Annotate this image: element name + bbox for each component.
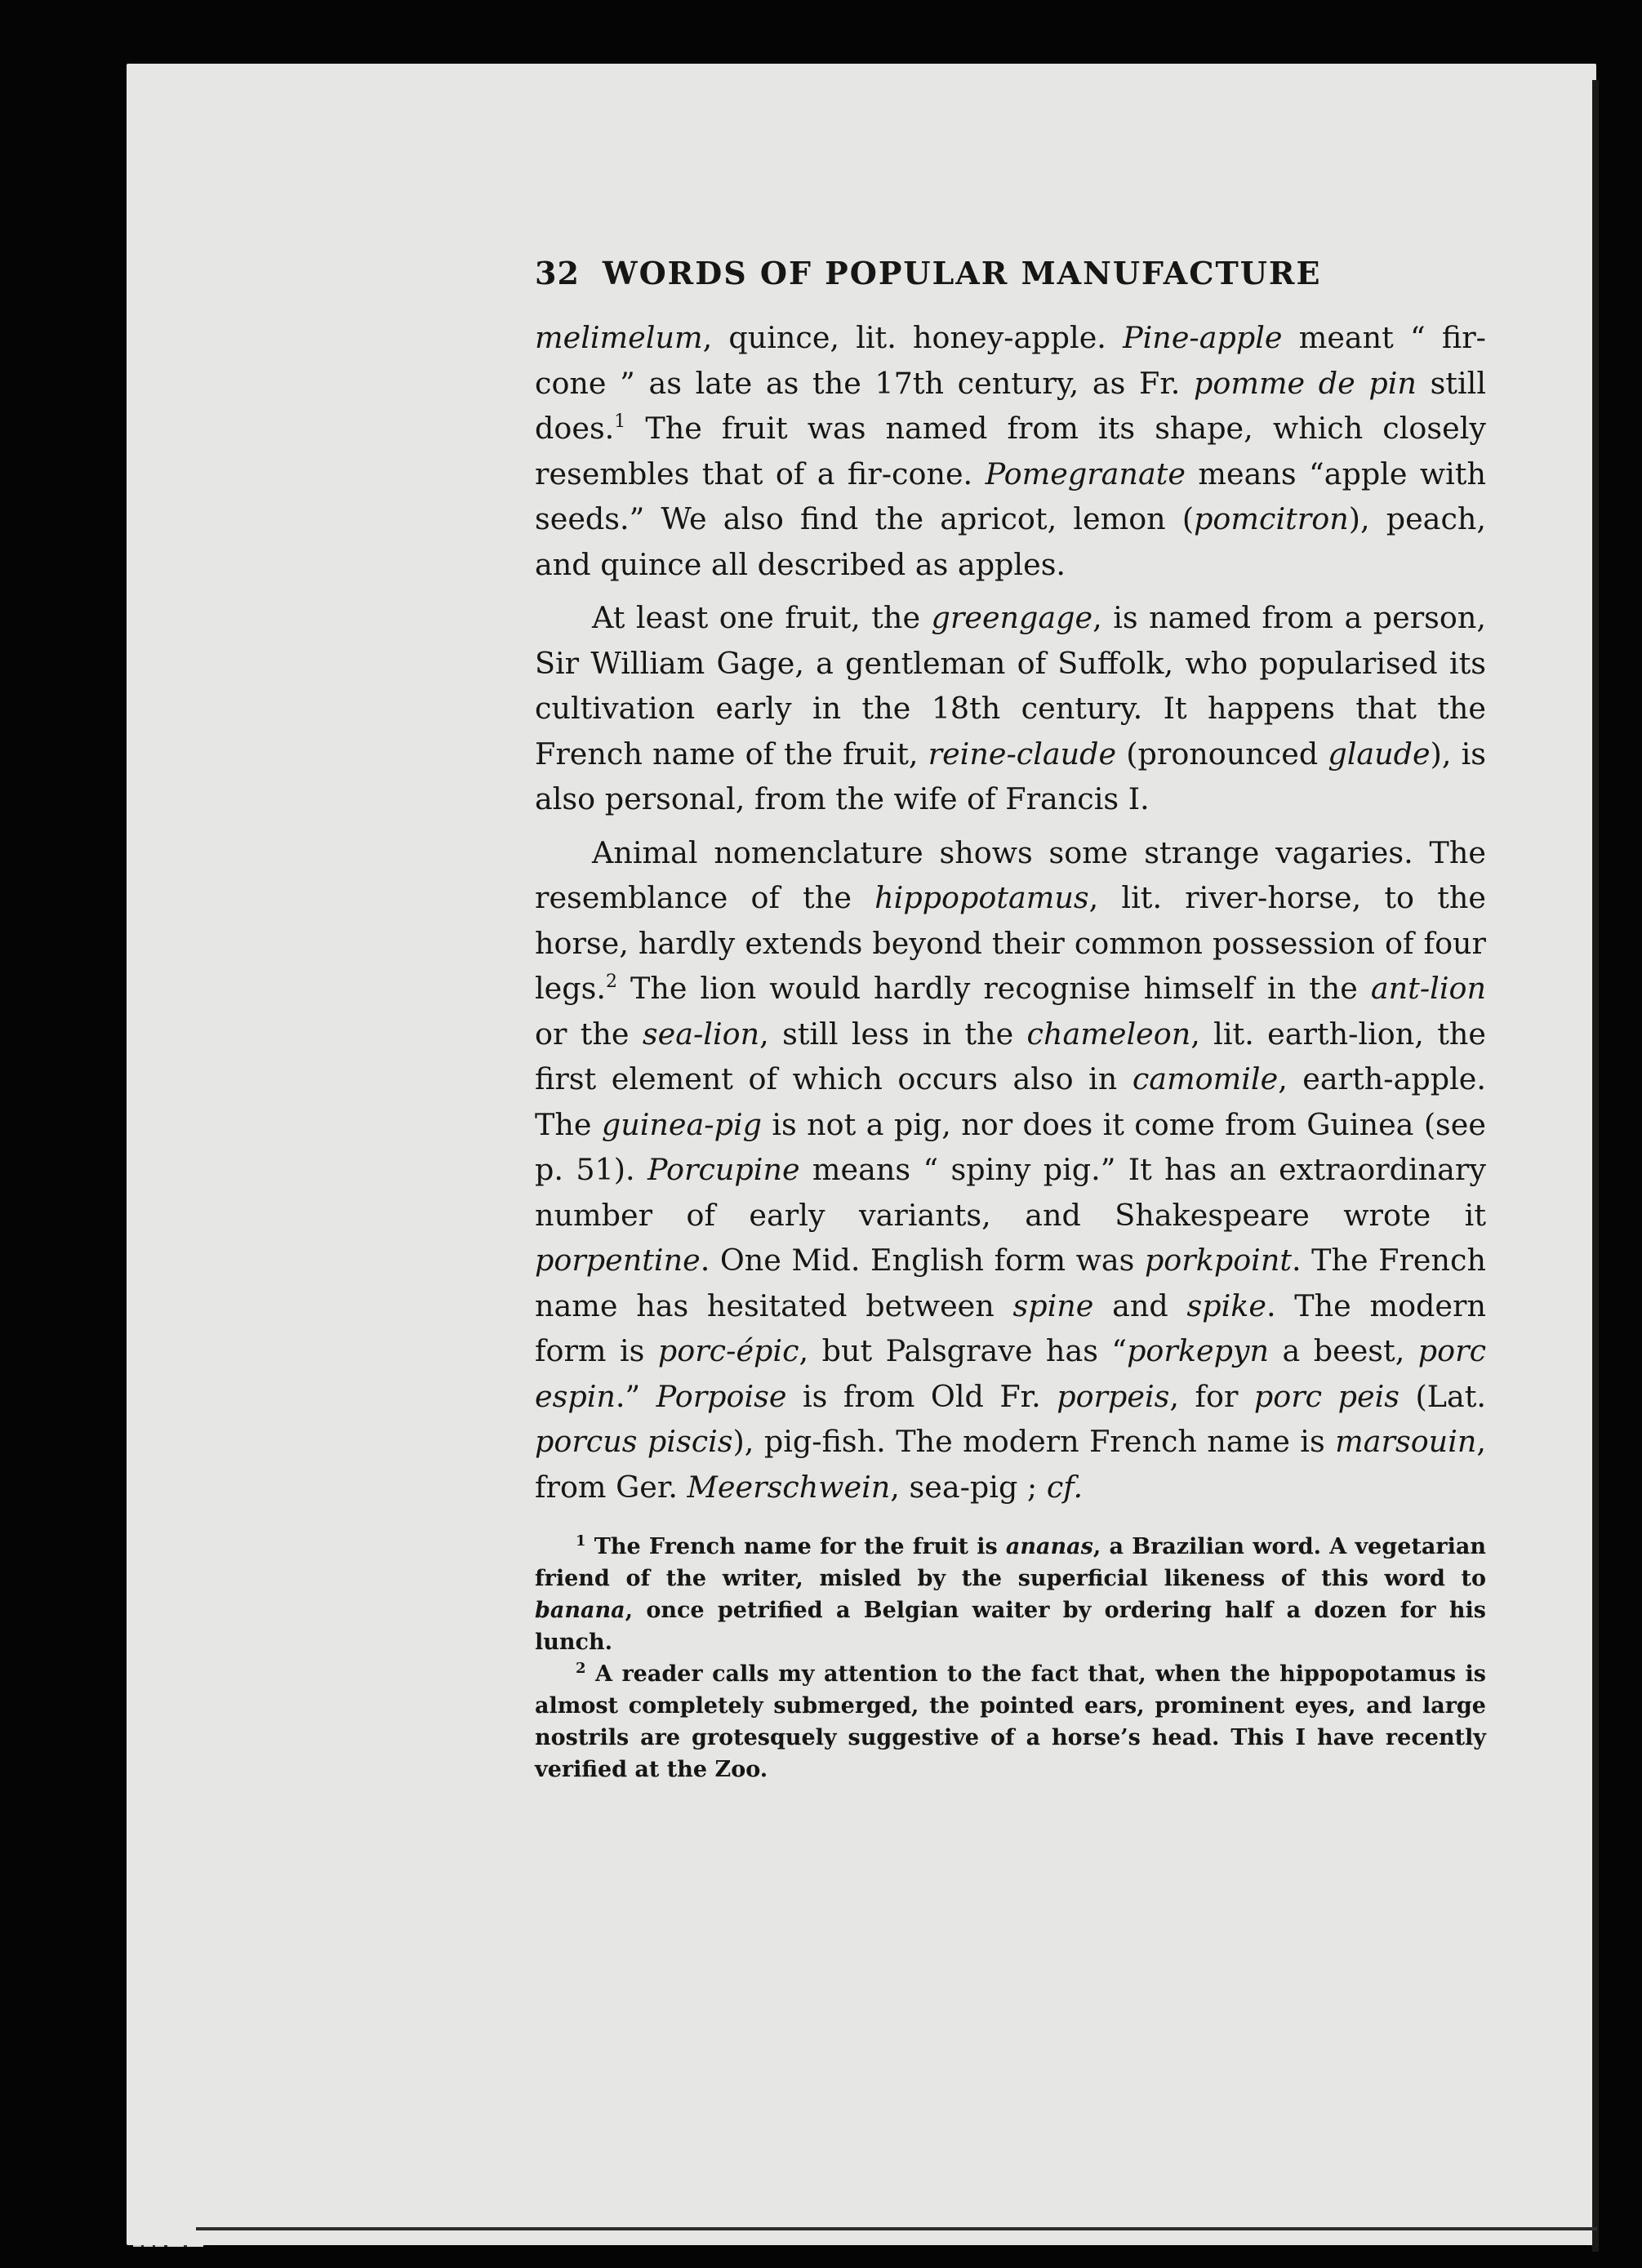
italic-term: banana [535, 1598, 625, 1623]
text-run: ), peach, and quince all described as apples. [535, 501, 1486, 582]
footnote-marker: 2 [605, 972, 617, 992]
italic-term: Pine-apple [1123, 320, 1283, 355]
text-run: meant “ fir-cone ” as late as the 17th century, as Fr. [535, 320, 1486, 401]
running-head [535, 255, 1486, 312]
italic-term: porkpoint [1144, 1243, 1293, 1278]
italic-term: glaude [1328, 736, 1431, 772]
footnote [535, 1531, 1486, 1658]
italic-term: greengage [931, 600, 1093, 635]
text-run: The French name for the fruit is [585, 1534, 1006, 1559]
page-number: 32 [535, 255, 580, 291]
italic-term: porc espin [535, 1333, 1487, 1414]
italic-term: spike [1186, 1287, 1266, 1323]
italic-term: Pomegranate [985, 456, 1186, 491]
text-run: A reader calls my attention to the fact that, when the hippopotamus is almost completely submerged, the pointed ears, prominent eyes, and large nostrils are grotesquely suggestive of a horse’s head. This I have recently verified at the Zoo. [535, 1661, 1486, 1782]
text-run: , still less in the [759, 1016, 1027, 1052]
italic-term: chameleon [1026, 1016, 1191, 1052]
text-run: Animal nomenclature shows some strange vagaries. The resemblance of the [535, 834, 1486, 915]
text-run: , quince, lit. honey-apple. [702, 320, 1124, 355]
text-run: ), is also personal, from the wife of Francis I. [535, 736, 1486, 816]
text-run: ), pig-fish. The modern French name is [732, 1424, 1336, 1459]
italic-term: pomcitron [1194, 501, 1349, 536]
text-run: , lit. river-horse, to the horse, hardly extends beyond their common possession of four legs. [535, 880, 1486, 1006]
text-run: (pronounced [1116, 736, 1328, 772]
text-run: , once petrified a Belgian waiter by ordering half a dozen for his lunch. [535, 1598, 1486, 1655]
text-run: , from Ger. [535, 1424, 1486, 1505]
italic-term: Meerschwein [687, 1469, 891, 1505]
text-run: .” [615, 1378, 656, 1414]
italic-term: camomile [1132, 1061, 1279, 1096]
page-fold-shadow [1592, 80, 1599, 2252]
italic-term: spine [1012, 1287, 1094, 1323]
italic-term: porpentine [535, 1243, 701, 1278]
italic-term: porkepyn [1127, 1333, 1270, 1368]
italic-term: melimelum [535, 320, 703, 355]
footnote-marker: 2 [576, 1660, 586, 1677]
text-run: still does. [535, 365, 1486, 446]
text-run: . The French name has hesitated between [535, 1243, 1486, 1323]
italic-term: Porcupine [647, 1152, 800, 1187]
paragraph [535, 595, 1486, 822]
footnote-marker: 1 [614, 411, 626, 432]
text-run: a beest, [1269, 1333, 1418, 1368]
italic-term: sea-lion [642, 1016, 760, 1052]
text-run: is from Old Fr. [786, 1378, 1057, 1414]
text-run: and [1093, 1287, 1187, 1323]
italic-term: marsouin [1335, 1424, 1477, 1459]
text-run: . The modern form is [535, 1287, 1486, 1368]
text-run: means “apple with seeds.” We also find the apricot, lemon ( [535, 456, 1486, 536]
footnote [535, 1658, 1486, 1785]
italic-term: cf. [1046, 1469, 1084, 1505]
text-run: , lit. earth-lion, the first element of which occurs also in [535, 1016, 1486, 1096]
italic-term: guinea-pig [601, 1106, 762, 1142]
page-bottom-edge [196, 2227, 1597, 2230]
italic-term: porc-épic [657, 1333, 799, 1368]
text-run: or the [535, 1016, 643, 1052]
text-run: is not a pig, nor does it come from Guinea (see p. 51). [535, 1106, 1486, 1187]
text-run: The lion would hardly recognise himself in the [616, 971, 1371, 1006]
italic-term: porc peis [1253, 1378, 1399, 1414]
footnotes [535, 1531, 1486, 1785]
text-run: . One Mid. English form was [700, 1243, 1145, 1278]
page-text [535, 255, 1486, 1785]
italic-term: porcus piscis [535, 1424, 733, 1459]
paragraph [535, 315, 1486, 587]
text-run: , sea-pig ; [890, 1469, 1047, 1505]
text-run: , a Brazilian word. A vegetarian friend of the writer, misled by the superficial likeness of this word to [535, 1534, 1486, 1591]
text-run: , is named from a person, Sir William Gage, a gentleman of Suffolk, who popularised its cultivation early in the 18th century. It happens that the French name of the fruit, [535, 600, 1486, 772]
italic-term: ananas [1005, 1534, 1093, 1559]
text-run: means “ spiny pig.” It has an extraordinary number of early variants, and Shakespeare wrote it [535, 1152, 1486, 1233]
italic-term: porpeis [1057, 1378, 1170, 1414]
text-run: At least one fruit, the [592, 600, 932, 635]
text-run: (Lat. [1399, 1378, 1486, 1414]
paragraph [535, 830, 1486, 1510]
text-run: , earth-apple. The [535, 1061, 1486, 1142]
body-text [535, 315, 1486, 1510]
italic-term: hippopotamus [874, 880, 1089, 915]
footnote-marker: 1 [576, 1532, 586, 1550]
italic-term: pomme de pin [1194, 365, 1417, 401]
running-title: WORDS OF POPULAR MANUFACTURE [602, 255, 1322, 291]
italic-term: Porpoise [656, 1378, 787, 1414]
text-run: , but Palsgrave has “ [799, 1333, 1128, 1368]
italic-term: reine-claude [928, 736, 1117, 772]
text-run: , for [1169, 1378, 1254, 1414]
text-run: The fruit was named from its shape, which closely resembles that of a fir-cone. [535, 411, 1486, 491]
italic-term: ant-lion [1370, 971, 1486, 1006]
